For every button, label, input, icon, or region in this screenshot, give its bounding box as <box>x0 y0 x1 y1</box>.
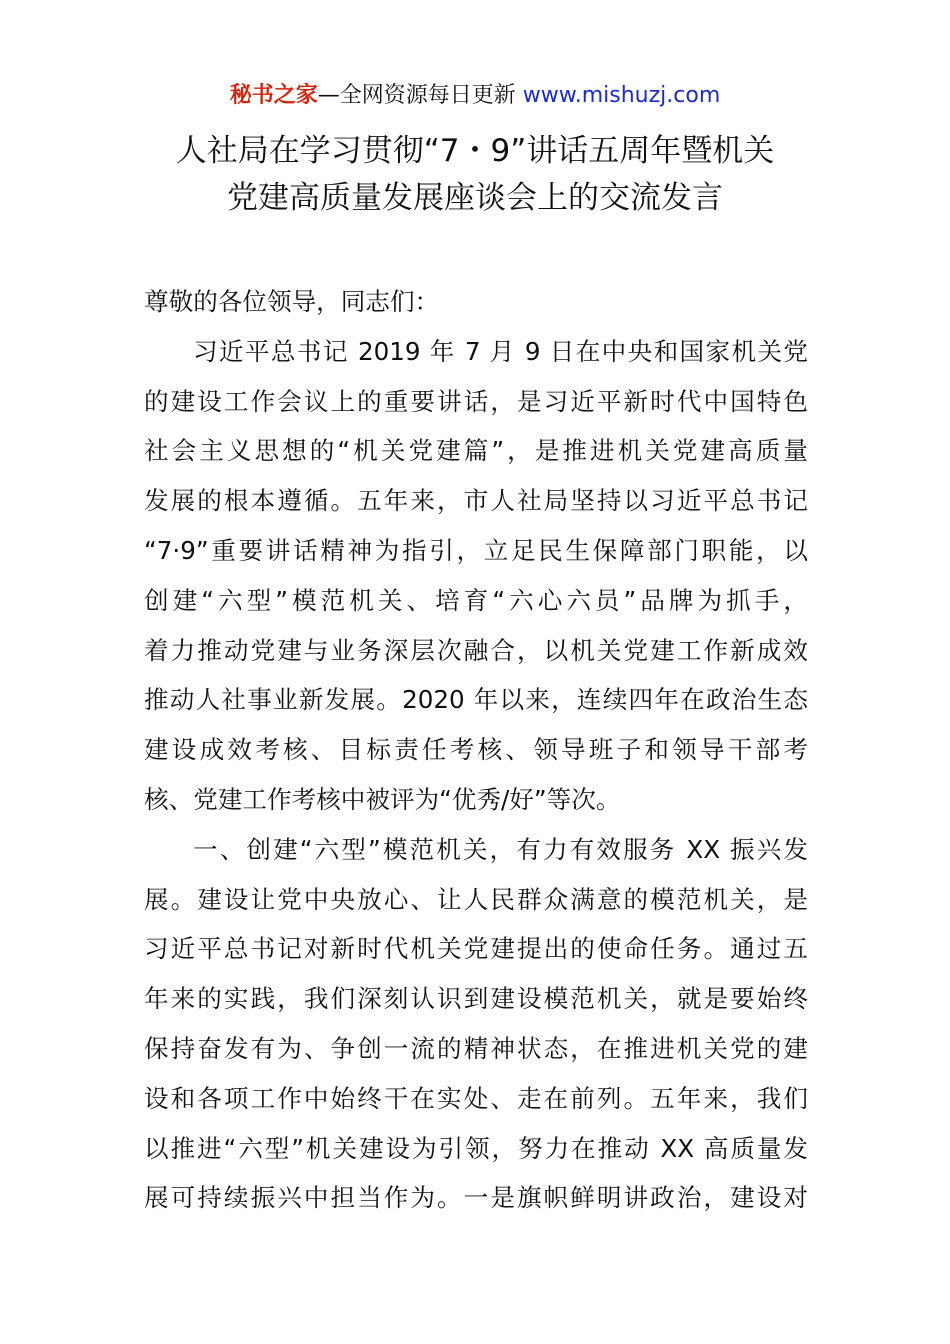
text-line: 的建设工作会议上的重要讲话，是习近平新时代中国特色 <box>144 386 808 416</box>
salutation: 尊敬的各位领导，同志们： <box>144 287 440 316</box>
text-line: 核、党建工作考核中被评为“优秀/好”等次。 <box>144 784 621 814</box>
document-title <box>100 128 850 222</box>
text-line: 推动人社事业新发展。2020 年以来，连续四年在政治生态 <box>144 685 808 715</box>
text-line: 展。建设让党中央放心、让人民群众满意的模范机关，是 <box>144 884 808 914</box>
site-header <box>0 80 950 112</box>
text-line: “7·9”重要讲话精神为指引，立足民生保障部门职能，以 <box>144 535 808 565</box>
brand-name: 秘书之家 <box>229 83 318 108</box>
text-line: 保持奋发有为、争创一流的精神状态，在推进机关党的建 <box>144 1033 808 1063</box>
text-line: 创建“六型”模范机关、培育“六心六员”品牌为抓手， <box>144 585 808 615</box>
text-line: 发展的根本遵循。五年来，市人社局坚持以习近平总书记 <box>144 486 808 516</box>
text-line: 习近平总书记对新时代机关党建提出的使命任务。通过五 <box>144 934 808 964</box>
site-url-link[interactable]: www.mishuzj.com <box>522 83 721 108</box>
title-line-1: 人社局在学习贯彻“7・9”讲话五周年暨机关 <box>175 133 775 169</box>
text-line: 社会主义思想的“机关党建篇”，是推进机关党建高质量 <box>144 436 808 466</box>
text-line: 设和各项工作中始终干在实处、走在前列。五年来，我们 <box>144 1083 808 1113</box>
text-line: 以推进“六型”机关建设为引领，努力在推动 XX 高质量发 <box>144 1133 808 1163</box>
text-line: 建设成效考核、目标责任考核、领导班子和领导干部考 <box>144 735 808 765</box>
text-line: 习近平总书记 2019 年 7 月 9 日在中央和国家机关党 <box>193 336 808 366</box>
text-line: 着力推动党建与业务深层次融合，以机关党建工作新成效 <box>144 635 808 665</box>
title-line-2: 党建高质量发展座谈会上的交流发言 <box>227 180 723 216</box>
text-line: 年来的实践，我们深刻认识到建设模范机关，就是要始终 <box>144 984 808 1014</box>
site-tagline: —全网资源每日更新 <box>317 83 523 108</box>
document-body <box>144 277 808 1223</box>
text-line: 展可持续振兴中担当作为。一是旗帜鲜明讲政治，建设对 <box>144 1183 808 1213</box>
section-heading-line: 一、创建“六型”模范机关，有力有效服务 XX 振兴发 <box>193 834 808 864</box>
